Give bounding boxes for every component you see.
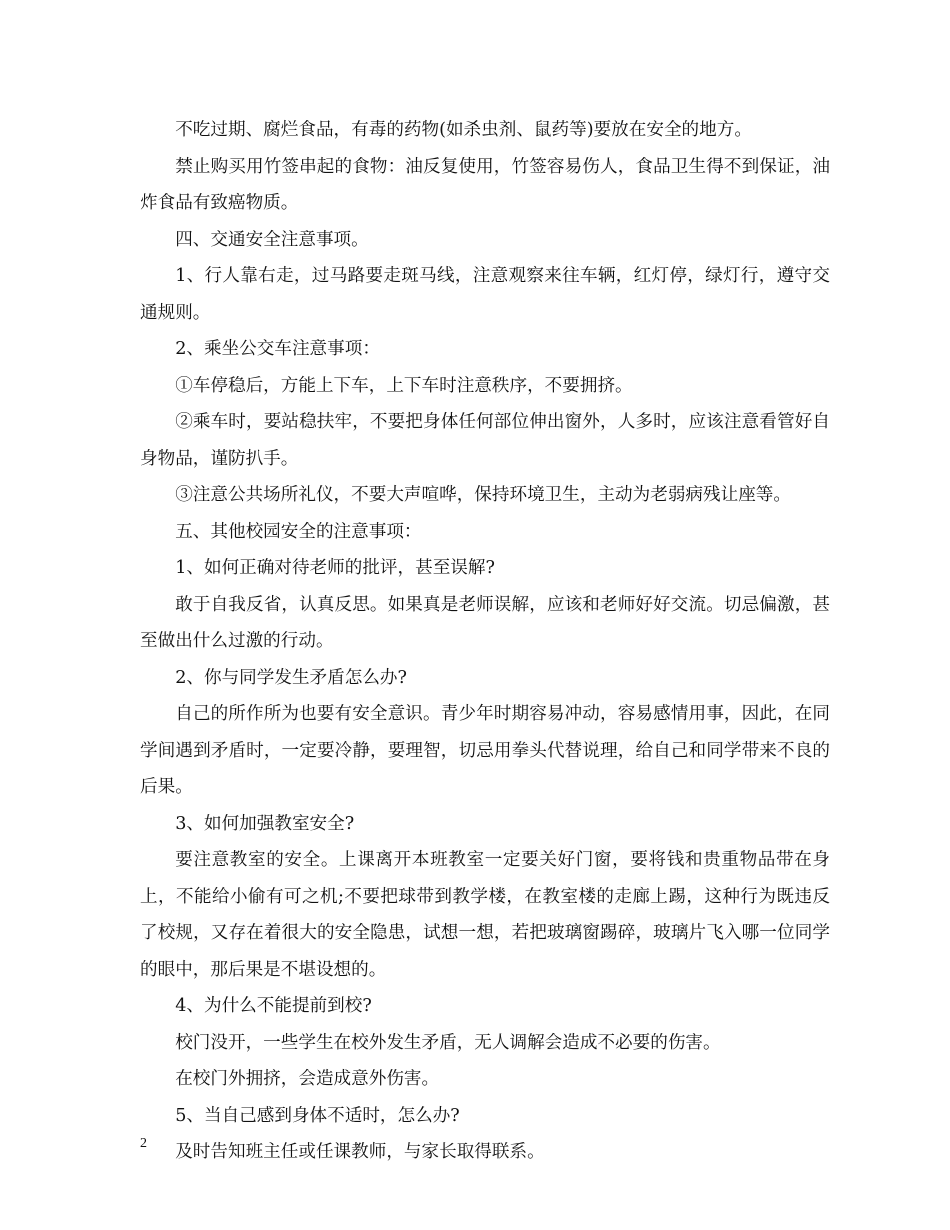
question-classmate-conflict: 2、你与同学发生矛盾怎么办?	[175, 667, 407, 688]
page-number: 2	[140, 1136, 147, 1151]
answer-early-arrival-2: 在校门外拥挤，会造成意外伤害。	[175, 1069, 440, 1089]
paragraph-bus-item-1: ①车停稳后，方能上下车，上下车时注意秩序，不要拥挤。	[175, 375, 633, 396]
paragraph-bamboo-skewer: 禁止购买用竹签串起的食物：油反复使用，竹签容易伤人，食品卫生得不到保证，油炸食品有致癌物质。	[140, 156, 830, 213]
question-classroom-safety: 3、如何加强教室安全?	[175, 813, 355, 834]
answer-classmate-conflict: 自己的所作所为也要有安全意识。青少年时期容易冲动，容易感情用事，因此，在同学间遇到矛盾时，一定要冷静，要理智，切忌用拳头代替说理，给自己和同学带来不良的后果。	[140, 704, 830, 797]
question-feeling-unwell: 5、当自己感到身体不适时，怎么办?	[175, 1105, 460, 1126]
answer-early-arrival-1: 校门没开，一些学生在校外发生矛盾，无人调解会造成不必要的伤害。	[175, 1032, 721, 1053]
paragraph-bus-item-3: ③注意公共场所礼仪，不要大声喧哗，保持环境卫生，主动为老弱病残让座等。	[175, 485, 791, 505]
answer-classroom-safety: 要注意教室的安全。上课离开本班教室一定要关好门窗，要将钱和贵重物品带在身上，不能给小偷有可之机;不要把球带到教学楼，在教室楼的走廊上踢，这种行为既违反了校规，又存在着很大的安全隐患，试想一想，若把玻璃窗踢碎，玻璃片飞入哪一位同学的眼中，那后果是不堪设想的。	[140, 850, 830, 980]
section-heading-campus: 五、其他校园安全的注意事项：	[175, 521, 422, 542]
document-body	[140, 112, 830, 1171]
paragraph-food-expired: 不吃过期、腐烂食品，有毒的药物(如杀虫剂、鼠药等)要放在安全的地方。	[175, 120, 752, 140]
answer-feeling-unwell: 及时告知班主任或任课教师，与家长取得联系。	[175, 1142, 545, 1162]
section-heading-traffic: 四、交通安全注意事项。	[175, 229, 369, 250]
answer-teacher-criticism: 敢于自我反省，认真反思。如果真是老师误解，应该和老师好好交流。切忌偏激，甚至做出什么过激的行动。	[140, 594, 830, 651]
question-teacher-criticism: 1、如何正确对待老师的批评，甚至误解?	[175, 558, 495, 578]
paragraph-pedestrian: 1、行人靠右走，过马路要走斑马线，注意观察来往车辆，红灯停，绿灯行，遵守交通规则。	[140, 266, 830, 323]
paragraph-bus-item-2: ②乘车时，要站稳扶牢，不要把身体任何部位伸出窗外，人多时，应该注意看管好自身物品，谨防扒手。	[140, 412, 830, 469]
question-early-arrival: 4、为什么不能提前到校?	[175, 996, 372, 1016]
paragraph-bus-heading: 2、乘坐公交车注意事项：	[175, 339, 380, 359]
